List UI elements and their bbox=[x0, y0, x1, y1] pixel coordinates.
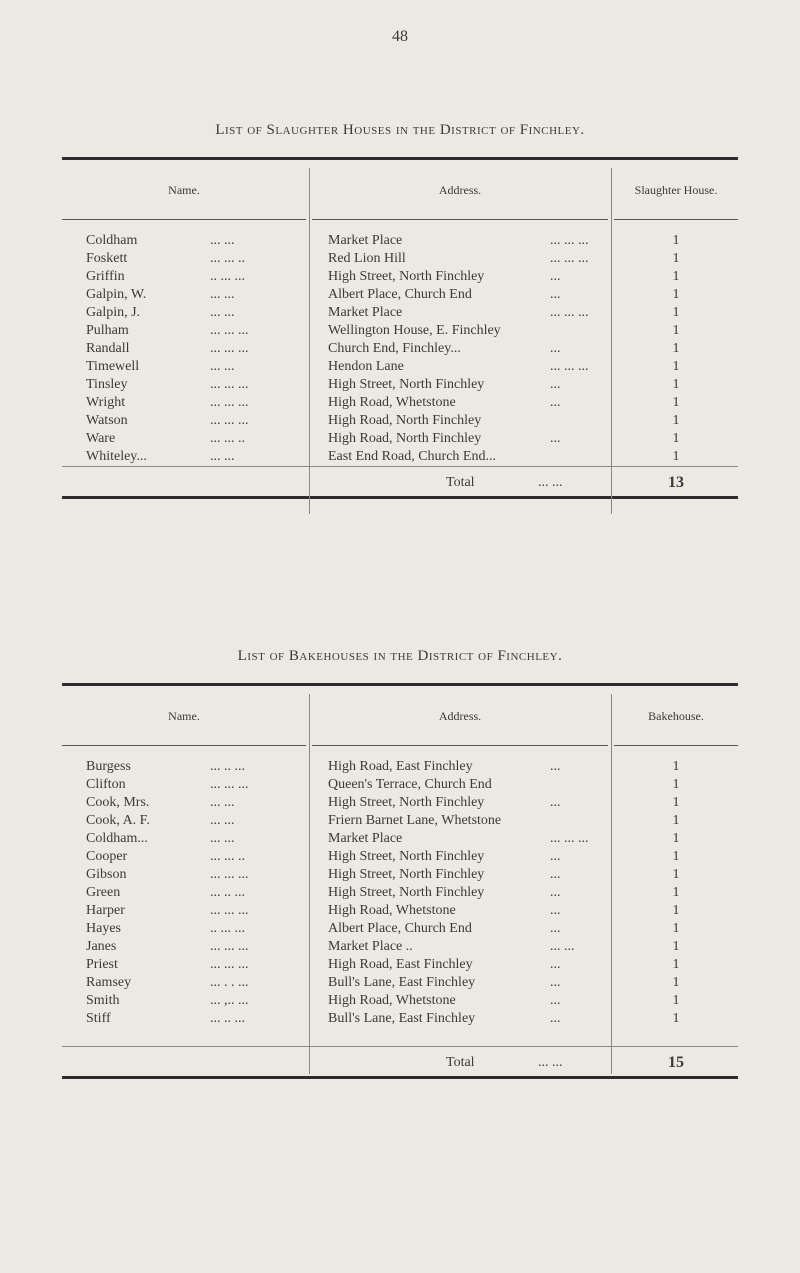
leader-dots: ... ,.. ... bbox=[210, 993, 249, 1008]
total-value: 15 bbox=[668, 1054, 684, 1071]
name-cell: Tinsley bbox=[86, 377, 128, 392]
count-cell: 1 bbox=[672, 449, 680, 464]
table-row bbox=[62, 412, 738, 430]
leader-dots: ... ... .. bbox=[210, 431, 245, 446]
leader-dots: ... bbox=[550, 849, 561, 864]
table-row bbox=[62, 794, 738, 812]
table-row bbox=[62, 830, 738, 848]
address-cell: Hendon Lane bbox=[328, 359, 404, 374]
bakehouses-title: List of Bakehouses in the District of Finchley. bbox=[237, 648, 563, 664]
name-column-header: Name. bbox=[168, 182, 200, 197]
address-cell: High Street, North Finchley bbox=[328, 377, 485, 392]
count-cell: 1 bbox=[672, 359, 680, 374]
bakehouse-column-header: Bakehouse. bbox=[648, 708, 704, 723]
leader-dots: ... ... bbox=[210, 287, 235, 302]
leader-dots: ... bbox=[550, 903, 561, 918]
leader-dots: ... ... ... bbox=[210, 395, 249, 410]
name-cell: Janes bbox=[86, 939, 117, 954]
address-column-header: Address. bbox=[438, 708, 482, 723]
name-cell: Coldham... bbox=[86, 831, 148, 846]
slaughter-house-column-header: Slaughter House. bbox=[634, 182, 718, 197]
leader-dots: ... bbox=[550, 431, 561, 446]
address-cell: High Road, East Finchley bbox=[328, 759, 473, 774]
name-cell: Foskett bbox=[86, 251, 128, 266]
table-header bbox=[62, 160, 738, 220]
leader-dots: ... bbox=[550, 867, 561, 882]
leader-dots: ... bbox=[550, 1011, 561, 1026]
address-cell: Queen's Terrace, Church End bbox=[328, 777, 492, 792]
table-row bbox=[62, 376, 738, 394]
count-cell: 1 bbox=[672, 831, 680, 846]
table-row bbox=[62, 358, 738, 376]
slaughter-houses-title: List of Slaughter Houses in the District of Finchley. bbox=[215, 122, 585, 138]
name-cell: Griffin bbox=[86, 269, 125, 284]
table-row bbox=[62, 920, 738, 938]
address-cell: High Road, Whetstone bbox=[328, 993, 456, 1008]
leader-dots: .. ... ... bbox=[210, 269, 245, 284]
leader-dots: ... ... ... bbox=[210, 903, 249, 918]
address-column-header: Address. bbox=[438, 182, 482, 197]
address-cell: Market Place bbox=[328, 831, 403, 846]
table-row bbox=[62, 304, 738, 322]
table-row bbox=[62, 322, 738, 340]
count-cell: 1 bbox=[672, 323, 680, 338]
address-cell: East End Road, Church End... bbox=[328, 449, 496, 464]
name-cell: Cook, A. F. bbox=[86, 813, 150, 828]
table-row bbox=[62, 956, 738, 974]
leader-dots: ... bbox=[550, 269, 561, 284]
leader-dots: ... bbox=[550, 921, 561, 936]
leader-dots: ... bbox=[550, 377, 561, 392]
count-cell: 1 bbox=[672, 975, 680, 990]
total-label: Total bbox=[446, 1055, 475, 1070]
slaughter-houses-table bbox=[62, 157, 738, 499]
table-row bbox=[62, 232, 738, 250]
total-row bbox=[62, 1046, 738, 1076]
leader-dots: ... bbox=[550, 957, 561, 972]
leader-dots: ... ... ... bbox=[210, 377, 249, 392]
leader-dots: ... .. ... bbox=[210, 885, 245, 900]
count-cell: 1 bbox=[672, 305, 680, 320]
address-cell: High Street, North Finchley bbox=[328, 867, 485, 882]
name-cell: Timewell bbox=[86, 359, 140, 374]
table-row bbox=[62, 938, 738, 956]
table-row bbox=[62, 1010, 738, 1028]
name-cell: Stiff bbox=[86, 1011, 111, 1026]
leader-dots: ... ... .. bbox=[210, 849, 245, 864]
leader-dots: ... ... ... bbox=[210, 867, 249, 882]
count-cell: 1 bbox=[672, 777, 680, 792]
leader-dots: ... ... .. bbox=[210, 251, 245, 266]
name-cell: Randall bbox=[86, 341, 130, 356]
table-row bbox=[62, 992, 738, 1010]
address-cell: High Street, North Finchley bbox=[328, 795, 485, 810]
count-cell: 1 bbox=[672, 867, 680, 882]
leader-dots: ... ... bbox=[550, 939, 575, 954]
count-cell: 1 bbox=[672, 1011, 680, 1026]
address-cell: High Road, North Finchley bbox=[328, 431, 482, 446]
address-cell: Friern Barnet Lane, Whetstone bbox=[328, 813, 502, 828]
table-row bbox=[62, 448, 738, 466]
leader-dots: ... bbox=[550, 795, 561, 810]
name-cell: Smith bbox=[86, 993, 120, 1008]
name-cell: Galpin, W. bbox=[86, 287, 147, 302]
count-cell: 1 bbox=[672, 413, 680, 428]
name-cell: Whiteley... bbox=[86, 449, 147, 464]
name-cell: Pulham bbox=[86, 323, 129, 338]
count-cell: 1 bbox=[672, 813, 680, 828]
total-label: Total bbox=[446, 475, 475, 490]
table-row bbox=[62, 286, 738, 304]
total-leader-dots: ... ... bbox=[538, 1055, 563, 1070]
count-cell: 1 bbox=[672, 287, 680, 302]
page-number: 48 bbox=[392, 28, 408, 45]
leader-dots: ... ... ... bbox=[210, 777, 249, 792]
address-cell: High Street, North Finchley bbox=[328, 269, 485, 284]
leader-dots: ... .. ... bbox=[210, 1011, 245, 1026]
name-cell: Burgess bbox=[86, 759, 131, 774]
count-cell: 1 bbox=[672, 377, 680, 392]
leader-dots: ... bbox=[550, 287, 561, 302]
address-cell: Bull's Lane, East Finchley bbox=[328, 975, 476, 990]
name-column-header: Name. bbox=[168, 708, 200, 723]
address-cell: Red Lion Hill bbox=[328, 251, 406, 266]
table-row bbox=[62, 250, 738, 268]
count-cell: 1 bbox=[672, 269, 680, 284]
count-cell: 1 bbox=[672, 251, 680, 266]
address-cell: High Road, Whetstone bbox=[328, 903, 456, 918]
name-cell: Gibson bbox=[86, 867, 127, 882]
leader-dots: ... bbox=[550, 395, 561, 410]
table-row bbox=[62, 848, 738, 866]
name-cell: Ware bbox=[86, 431, 116, 446]
count-cell: 1 bbox=[672, 903, 680, 918]
leader-dots: ... bbox=[550, 759, 561, 774]
bakehouses-table bbox=[62, 683, 738, 1079]
leader-dots: ... ... ... bbox=[550, 831, 589, 846]
total-leader-dots: ... ... bbox=[538, 475, 563, 490]
count-cell: 1 bbox=[672, 993, 680, 1008]
name-cell: Ramsey bbox=[86, 975, 132, 990]
table-row bbox=[62, 268, 738, 286]
table-header bbox=[62, 686, 738, 746]
leader-dots: ... ... bbox=[210, 813, 235, 828]
total-rule bbox=[62, 466, 738, 467]
address-cell: Bull's Lane, East Finchley bbox=[328, 1011, 476, 1026]
name-cell: Coldham bbox=[86, 233, 138, 248]
leader-dots: ... ... bbox=[210, 233, 235, 248]
count-cell: 1 bbox=[672, 233, 680, 248]
total-rule bbox=[62, 1046, 738, 1047]
address-cell: Albert Place, Church End bbox=[328, 287, 472, 302]
leader-dots: .. ... ... bbox=[210, 921, 245, 936]
leader-dots: ... bbox=[550, 885, 561, 900]
leader-dots: ... bbox=[550, 975, 561, 990]
total-value: 13 bbox=[668, 474, 684, 491]
address-cell: Market Place bbox=[328, 305, 403, 320]
table-row bbox=[62, 812, 738, 830]
address-cell: High Road, Whetstone bbox=[328, 395, 456, 410]
leader-dots: ... ... ... bbox=[210, 939, 249, 954]
leader-dots: ... bbox=[550, 341, 561, 356]
table-row bbox=[62, 394, 738, 412]
address-cell: Church End, Finchley... bbox=[328, 341, 461, 356]
address-cell: Market Place .. bbox=[328, 939, 413, 954]
address-cell: High Street, North Finchley bbox=[328, 885, 485, 900]
count-cell: 1 bbox=[672, 885, 680, 900]
name-cell: Harper bbox=[86, 903, 125, 918]
table-row bbox=[62, 758, 738, 776]
bakehouse-rows bbox=[62, 746, 738, 1028]
leader-dots: ... ... bbox=[210, 449, 235, 464]
count-cell: 1 bbox=[672, 795, 680, 810]
name-cell: Priest bbox=[86, 957, 118, 972]
count-cell: 1 bbox=[672, 759, 680, 774]
address-cell: High Street, North Finchley bbox=[328, 849, 485, 864]
count-cell: 1 bbox=[672, 921, 680, 936]
leader-dots: ... ... bbox=[210, 831, 235, 846]
leader-dots: ... ... bbox=[210, 795, 235, 810]
leader-dots: ... ... ... bbox=[550, 359, 589, 374]
leader-dots: ... .. ... bbox=[210, 759, 245, 774]
name-cell: Galpin, J. bbox=[86, 305, 141, 320]
address-cell: Wellington House, E. Finchley bbox=[328, 323, 501, 338]
table-row bbox=[62, 974, 738, 992]
leader-dots: ... ... bbox=[210, 359, 235, 374]
leader-dots: ... ... ... bbox=[210, 323, 249, 338]
leader-dots: ... ... ... bbox=[210, 413, 249, 428]
leader-dots: ... . . ... bbox=[210, 975, 249, 990]
name-cell: Hayes bbox=[86, 921, 121, 936]
name-cell: Cook, Mrs. bbox=[86, 795, 150, 810]
name-cell: Wright bbox=[86, 395, 126, 410]
address-cell: High Road, East Finchley bbox=[328, 957, 473, 972]
table-row bbox=[62, 866, 738, 884]
address-cell: High Road, North Finchley bbox=[328, 413, 482, 428]
name-cell: Green bbox=[86, 885, 121, 900]
count-cell: 1 bbox=[672, 957, 680, 972]
name-cell: Clifton bbox=[86, 777, 126, 792]
table-row bbox=[62, 776, 738, 794]
table-row bbox=[62, 430, 738, 448]
slaughter-rows bbox=[62, 220, 738, 466]
leader-dots: ... ... ... bbox=[550, 233, 589, 248]
count-cell: 1 bbox=[672, 395, 680, 410]
leader-dots: ... bbox=[550, 993, 561, 1008]
leader-dots: ... ... bbox=[210, 305, 235, 320]
table-row bbox=[62, 340, 738, 358]
name-cell: Cooper bbox=[86, 849, 128, 864]
leader-dots: ... ... ... bbox=[550, 305, 589, 320]
name-cell: Watson bbox=[86, 413, 128, 428]
leader-dots: ... ... ... bbox=[210, 957, 249, 972]
leader-dots: ... ... ... bbox=[550, 251, 589, 266]
count-cell: 1 bbox=[672, 431, 680, 446]
table-row bbox=[62, 902, 738, 920]
total-row bbox=[62, 466, 738, 496]
table-row bbox=[62, 884, 738, 902]
count-cell: 1 bbox=[672, 939, 680, 954]
address-cell: Market Place bbox=[328, 233, 403, 248]
leader-dots: ... ... ... bbox=[210, 341, 249, 356]
count-cell: 1 bbox=[672, 849, 680, 864]
count-cell: 1 bbox=[672, 341, 680, 356]
address-cell: Albert Place, Church End bbox=[328, 921, 472, 936]
